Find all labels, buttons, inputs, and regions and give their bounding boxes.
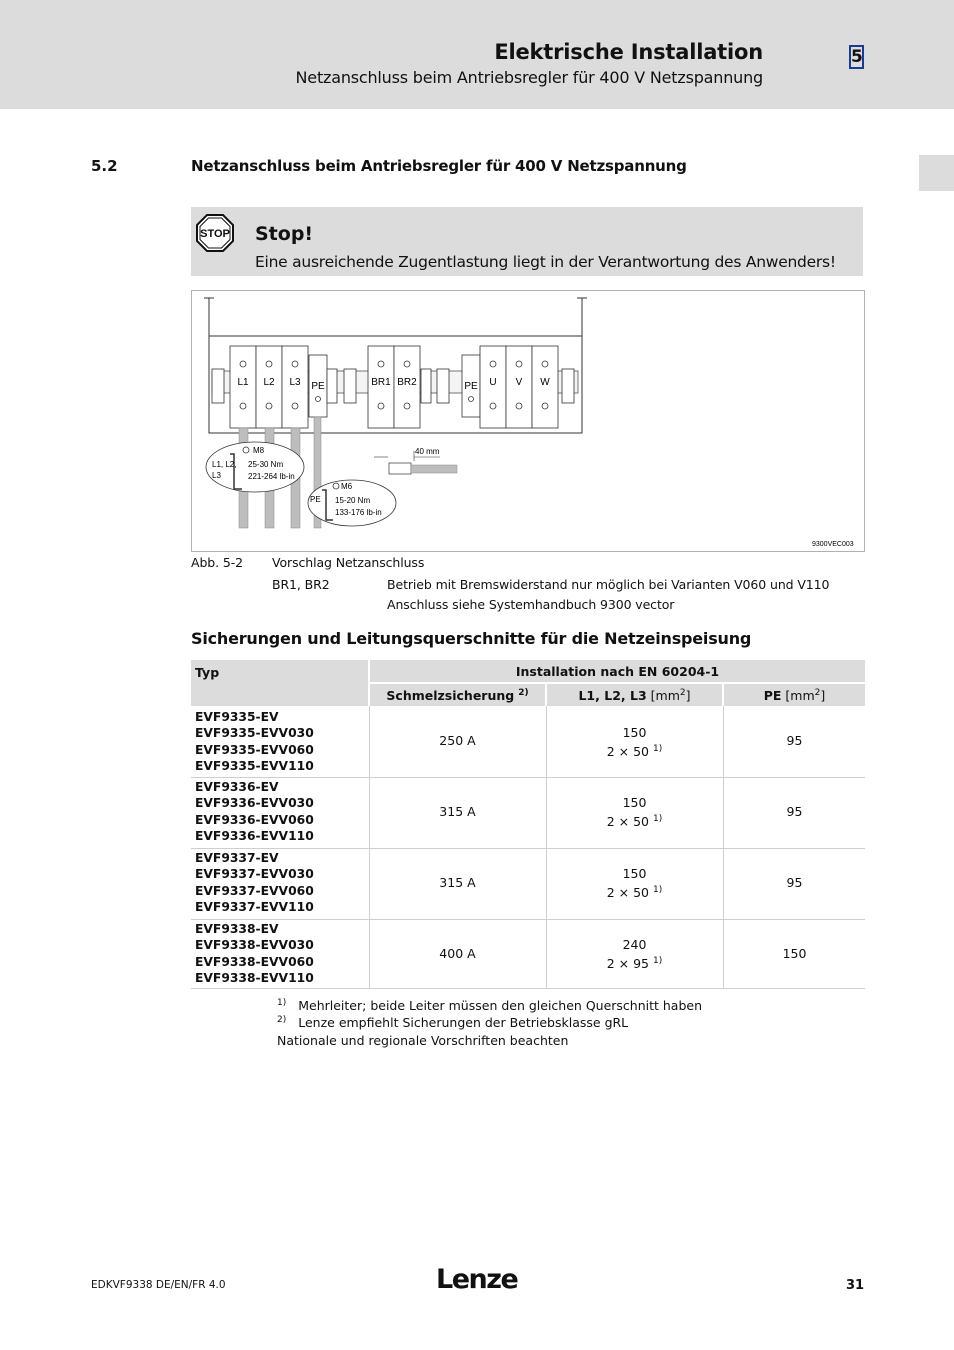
terminal-label-br1: BR1 <box>371 377 391 388</box>
document-id: EDKVF9338 DE/EN/FR 4.0 <box>91 1279 226 1291</box>
caption-desc-1: Betrieb mit Bremswiderstand nur möglich bei Varianten V060 und V110 <box>387 577 830 592</box>
strip-length-detail <box>374 447 457 474</box>
table-row-types <box>195 921 314 986</box>
col-header-pe-unit: [mm <box>785 688 815 704</box>
type-cell: EVF9337-EV <box>195 851 279 865</box>
l-cell-1: 240 <box>622 937 647 952</box>
header-title: Elektrische Installation <box>494 40 763 64</box>
type-cell: EVF9337-EVV110 <box>195 899 314 914</box>
strip-length-label: 40 mm <box>415 447 440 456</box>
row-divider <box>191 777 865 778</box>
footnote-2-text: Lenze empfiehlt Sicherungen der Betriebsklasse gRL <box>298 1015 629 1031</box>
pe-cell: 95 <box>786 875 803 890</box>
terminal-label-pe-left: PE <box>311 381 325 392</box>
fuse-cell: 250 A <box>439 733 476 748</box>
l-cell-2 <box>547 741 722 760</box>
l-cell-2-sup: 1) <box>653 744 663 754</box>
terminal-label-l3: L3 <box>289 377 301 388</box>
table-row-types <box>195 779 314 844</box>
l-cell-2-text: 2 × 50 <box>606 744 650 760</box>
pe-cell: 95 <box>786 733 803 748</box>
type-cell: EVF9336-EVV060 <box>195 812 314 827</box>
section-title: Netzanschluss beim Antriebsregler für 400 V Netzspannung <box>191 157 687 175</box>
torque-callout-l1-l3 <box>206 442 304 492</box>
col-header-l <box>547 684 722 706</box>
type-cell: EVF9338-EV <box>195 922 279 936</box>
col-header-group-text: Installation nach EN 60204-1 <box>515 664 720 679</box>
type-cell: EVF9336-EVV030 <box>195 796 314 811</box>
type-cell: EVF9338-EVV110 <box>195 970 314 985</box>
col-header-l-unit-sup: 2 <box>679 688 686 698</box>
terminal-label-l1: L1 <box>237 377 249 388</box>
type-cell: EVF9335-EVV110 <box>195 758 314 773</box>
callout1-label-a: L1, L2, <box>212 460 237 469</box>
terminal-label-pe-right: PE <box>464 381 478 392</box>
col-header-fuse-text: Schmelzsicherung <box>386 688 515 704</box>
section-number: 5.2 <box>91 157 118 175</box>
row-divider <box>191 988 865 989</box>
l-cell-2-sup: 1) <box>653 956 663 966</box>
type-cell: EVF9337-EVV060 <box>195 883 314 898</box>
torque-callout-pe <box>308 480 396 526</box>
terminal-block-left <box>212 346 337 428</box>
terminal-diagram <box>192 291 864 551</box>
callout1-bolt: M8 <box>253 446 265 455</box>
callout2-bolt: M6 <box>341 482 353 491</box>
fuse-cell: 315 A <box>439 804 476 819</box>
l-cell-2-text: 2 × 50 <box>606 814 650 830</box>
row-divider <box>191 919 865 920</box>
callout1-label-b: L3 <box>212 471 221 480</box>
col-header-l-unit: [mm <box>650 688 680 704</box>
callout1-torque-nm: 25-30 Nm <box>248 460 284 469</box>
col-header-fuse <box>370 684 545 706</box>
regulation-note: Nationale und regionale Vorschriften beachten <box>277 1033 569 1048</box>
l-cell-2-sup: 1) <box>653 814 663 824</box>
l-cell-2-text: 2 × 50 <box>606 885 650 901</box>
callout1-torque-lbin: 221-264 lb-in <box>248 472 295 481</box>
caption-term: BR1, BR2 <box>272 577 330 592</box>
col-header-pe-unit-end: ] <box>820 688 826 704</box>
footnote-2-mark: 2) <box>277 1015 287 1025</box>
l-cell-2-sup: 1) <box>653 885 663 895</box>
callout2-label: PE <box>310 495 321 504</box>
figure-code: 9300VEC003 <box>812 541 854 548</box>
header-subtitle: Netzanschluss beim Antriebsregler für 400 V Netzspannung <box>295 68 763 87</box>
stop-title: Stop! <box>255 223 314 245</box>
type-cell: EVF9338-EVV060 <box>195 954 314 969</box>
col-header-group <box>370 660 865 682</box>
col-header-pe-unit-sup: 2 <box>814 688 821 698</box>
table-row-types <box>195 850 314 915</box>
type-cell: EVF9335-EVV030 <box>195 726 314 741</box>
l-cell-1: 150 <box>622 725 647 740</box>
pe-cell: 150 <box>782 946 807 961</box>
header-band <box>0 0 954 109</box>
table-row-types <box>195 709 314 774</box>
col-header-fuse-sup: 2) <box>518 688 529 698</box>
l-cell-2 <box>547 953 722 972</box>
fuse-cell: 400 A <box>439 946 476 961</box>
stop-icon-text: STOP <box>200 228 230 240</box>
type-cell: EVF9336-EVV110 <box>195 828 314 843</box>
l-cell-2 <box>547 811 722 830</box>
wiring-figure <box>191 290 865 552</box>
chapter-number: 5 <box>851 47 863 67</box>
stop-warning-box <box>191 207 863 276</box>
col-header-type <box>191 660 368 706</box>
type-cell: EVF9338-EVV030 <box>195 938 314 953</box>
caption-desc-2: Anschluss siehe Systemhandbuch 9300 vector <box>387 597 675 612</box>
l-cell-1: 150 <box>622 866 647 881</box>
figure-caption-label: Abb. 5-2 <box>191 555 243 570</box>
footnote-1-text: Mehrleiter; beide Leiter müssen den gleichen Querschnitt haben <box>298 998 703 1014</box>
row-divider <box>191 848 865 849</box>
terminal-label-w: W <box>540 377 550 388</box>
side-tab-marker <box>919 155 954 191</box>
subsection-title: Sicherungen und Leitungsquerschnitte für die Netzeinspeisung <box>191 629 752 648</box>
footnote-1 <box>277 998 702 1013</box>
col-header-pe <box>724 684 865 706</box>
lenze-logo: Lenze <box>436 1264 518 1295</box>
col-header-l-text: L1, L2, L3 <box>578 688 647 704</box>
fuse-cell: 315 A <box>439 875 476 890</box>
type-cell: EVF9336-EV <box>195 780 279 794</box>
stop-text: Eine ausreichende Zugentlastung liegt in der Verantwortung des Anwenders! <box>255 253 836 271</box>
type-cell: EVF9337-EVV030 <box>195 867 314 882</box>
col-header-type-text: Typ <box>195 665 220 680</box>
callout2-torque-nm: 15-20 Nm <box>335 496 371 505</box>
type-cell: EVF9335-EV <box>195 710 279 724</box>
pe-cell: 95 <box>786 804 803 819</box>
terminal-label-l2: L2 <box>263 377 275 388</box>
col-header-pe-text: PE <box>763 688 782 704</box>
page-number: 31 <box>846 1278 865 1293</box>
footnote-2 <box>277 1015 628 1030</box>
stop-sign-icon <box>196 214 234 252</box>
callout2-torque-lbin: 133-176 lb-in <box>335 508 382 517</box>
type-cell: EVF9335-EVV060 <box>195 742 314 757</box>
terminal-label-br2: BR2 <box>397 377 417 388</box>
l-cell-2-text: 2 × 95 <box>606 956 650 972</box>
terminal-label-v: V <box>515 377 523 388</box>
figure-caption-title: Vorschlag Netzanschluss <box>272 555 425 570</box>
terminal-label-u: U <box>489 377 497 388</box>
l-cell-2 <box>547 882 722 901</box>
l-cell-1: 150 <box>622 795 647 810</box>
footnote-1-mark: 1) <box>277 998 287 1008</box>
col-header-l-unit-end: ] <box>685 688 691 704</box>
